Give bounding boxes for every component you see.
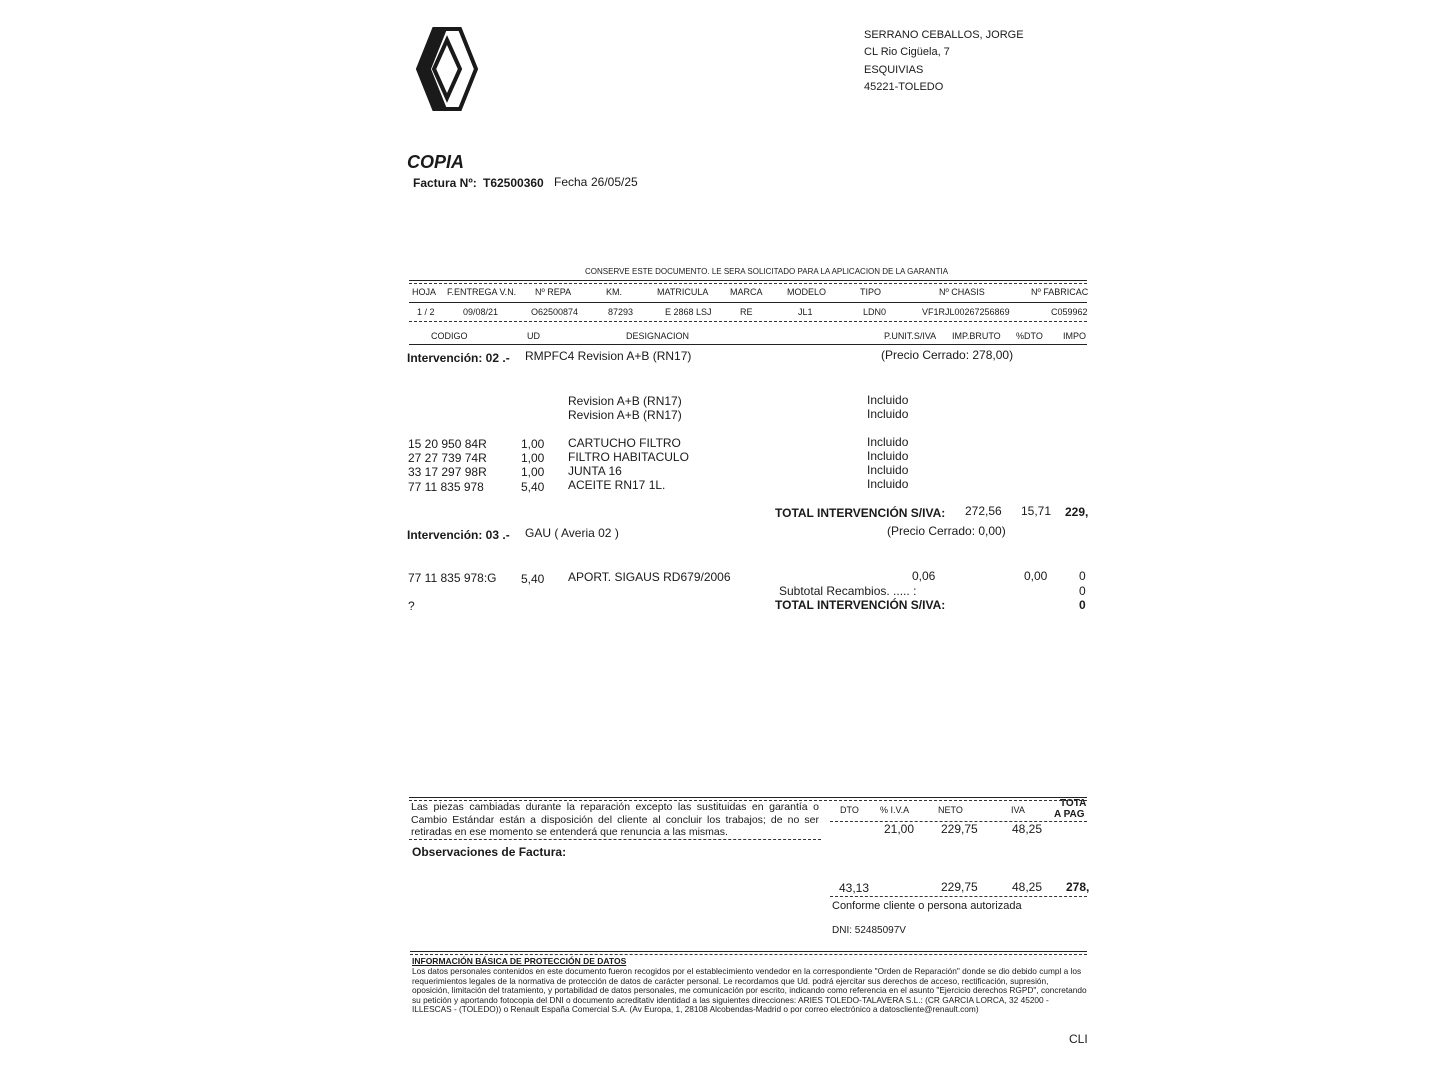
item-price: Incluido [867,449,909,463]
intervention-03-total-value: 0 [1079,598,1086,612]
item-code: 77 11 835 978 [408,480,484,494]
customer-name: SERRANO CEBALLOS, JORGE [864,29,1024,41]
item-gross: 0,00 [1024,569,1048,583]
intervention-02-total-net-clip [1065,505,1087,521]
total-to-pay-clip [1066,880,1090,896]
item-code: 33 17 297 98R [408,465,487,479]
intervention-03-total-label: TOTAL INTERVENCIÓN S/IVA: [775,598,946,612]
warranty-notice: CONSERVE ESTE DOCUMENTO. LE SERA SOLICITADO PARA LA APLICACION DE LA GARANTIA [585,267,949,276]
item-designation: CARTUCHO FILTRO [568,436,681,450]
footer-line [830,896,1087,897]
intervention-02-fixed-price: (Precio Cerrado: 278,00) [881,348,1014,362]
subtotal-label: Subtotal Recambios. ..... : [779,584,917,598]
header-importe: IMPO [1063,331,1087,341]
value-matricula: E 2868 LSJ [665,307,712,317]
subtotal-value: 0 [1079,584,1086,598]
item-price: Incluido [867,407,909,421]
customer-postal: 45221-TOLEDO [864,80,944,93]
header-hoja: HOJA [412,287,437,297]
total-dto: 43,13 [839,881,870,895]
table-line [409,280,1087,281]
page-mark-clip [1069,1032,1087,1046]
intervention-02-description: RMPFC4 Revision A+B (RN17) [525,349,692,363]
header-chasis: Nº CHASIS [939,287,985,297]
privacy-line [410,951,1087,952]
value-entrega: 09/08/21 [463,307,499,317]
line-header-row [408,331,1087,344]
item-price: Incluido [867,463,909,477]
header-matricula: MATRICULA [657,287,709,297]
header-entrega: F.ENTREGA V.N. [447,287,517,297]
table-line [409,302,1087,303]
table-line [409,321,1087,322]
tax-header-dto: DTO [840,805,859,815]
tax-iva: 48,25 [1012,822,1043,836]
item-designation: APORT. SIGAUS RD679/2006 [568,570,731,584]
tax-header-iva-pct: % I.V.A [880,805,910,815]
header-designacion: DESIGNACION [626,331,690,341]
invoice-number: T62500360 [483,176,544,190]
item-net: 0 [1079,569,1086,583]
value-km: 87293 [608,307,634,317]
parts-notice: Las piezas cambiadas durante la reparación excepto las sustituidas en garantía o Cambio Estándar están a disposición del cliente al concluir los trabajos; de no ser retiradas en ese momento se entenderá que renuncia a las mismas. [411,801,819,838]
item-qty: 1,00 [521,437,545,451]
value-marca: RE [740,307,753,317]
intervention-02-total-gross: 272,56 [965,504,1002,518]
page-mark: CLI [1069,1032,1088,1046]
invoice-date-label: Fecha [554,175,588,189]
vehicle-header-row [408,287,1087,301]
item-designation: JUNTA 16 [568,464,622,478]
tax-iva-pct: 21,00 [884,822,915,836]
total-to-pay: 278, [1066,880,1090,894]
header-dto: %DTO [1016,331,1043,341]
header-codigo: CODIGO [431,331,468,341]
privacy-body-clip [412,967,1087,1031]
header-marca: MARCA [730,287,763,297]
dni-text: DNI: 52485097V [832,925,906,936]
value-modelo: JL1 [798,307,813,317]
privacy-title: INFORMACIÓN BÁSICA DE PROTECCIÓN DE DATOS [412,956,627,966]
item-price: 0,06 [912,569,936,583]
invoice-date: 26/05/25 [591,175,638,189]
intervention-02-label: Intervención: 02 .- [407,351,510,365]
item-designation: ACEITE RN17 1L. [568,478,666,492]
tax-header-apagar: A PAG [1054,809,1085,820]
tax-header-total: TOTA [1060,798,1087,809]
intervention-03-fixed-price: (Precio Cerrado: 0,00) [887,524,1006,538]
tax-header-neto: NETO [938,805,963,815]
intervention-02-total-label: TOTAL INTERVENCIÓN S/IVA: [775,506,946,520]
footer-line [409,839,821,840]
item-code: 15 20 950 84R [408,437,487,451]
header-ud: UD [527,331,540,341]
privacy-body: Los datos personales contenidos en este documento fueron recogidos por el establecimiento vendedor en la correspondiente "Orden de Reparación" donde se dio debido cumpl a los requerimientos legales de la normativa de protección de datos de carácter personal. Le recordamos que Ud. podrá ejercitar sus derechos de acceso, rectificación, supresión, oposición, limitación del tratamiento, y portabilidad de datos personales, me comunicación por escrito, indicando como referencia en el asunto "Ejercicio derechos RGPD", concretando su petición y aportando fotocopia del DNI o documento acreditativ identidad a las siguientes direcciones: ARIES TOLEDO-TALAVERA S.L.: (CR GARCIA LORCA, 32 45200 - ILLESCAS - (TOLEDO)) o Renault España Comercial S.A. (Av Europa, 1, 28108 Alcobendas-Madrid o por correo electrónico a datoscliente@renault.com) [412,966,1087,1015]
item-price: Incluido [867,477,909,491]
table-line [409,283,1087,284]
tax-header-total-clip [1054,798,1087,822]
header-repa: Nº REPA [535,287,572,297]
total-neto: 229,75 [941,880,978,894]
intervention-03-label: Intervención: 03 .- [407,528,510,542]
item-code: 27 27 739 74R [408,451,487,465]
value-hoja: 1 / 2 [417,307,435,317]
header-tipo: TIPO [860,287,882,297]
renault-logo-icon [416,28,478,110]
header-km: KM. [606,287,623,297]
conformity-text: Conforme cliente o persona autorizada [832,900,1022,912]
item-code: 77 11 835 978:G [408,571,497,585]
invoice-number-label: Factura Nº: [413,176,477,190]
item-price: Incluido [867,435,909,449]
customer-town: ESQUIVIAS [864,63,924,76]
intervention-02-total-net: 229, [1065,505,1089,519]
value-fabricacion: C059962 [1051,307,1088,317]
header-fabricacion: Nº FABRICAC [1031,287,1089,297]
table-line [409,344,1087,345]
value-tipo: LDN0 [863,307,887,317]
total-iva: 48,25 [1012,880,1043,894]
question-mark: ? [408,599,415,613]
item-qty: 1,00 [521,451,545,465]
customer-street: CL Rio Cigüela, 7 [864,46,950,59]
item-qty: 5,40 [521,572,545,586]
tax-header-iva: IVA [1011,805,1025,815]
item-designation: Revision A+B (RN17) [568,408,682,422]
vehicle-value-row [408,307,1087,321]
intervention-03-description: GAU ( Averia 02 ) [525,526,619,540]
header-modelo: MODELO [787,287,827,297]
tax-neto: 229,75 [941,822,978,836]
copy-label: COPIA [407,152,465,172]
header-punit: P.UNIT.S/IVA [884,331,937,341]
item-designation: Revision A+B (RN17) [568,394,682,408]
item-price: Incluido [867,393,909,407]
value-repa: O62500874 [531,307,579,317]
footer-line [409,797,1087,798]
item-qty: 5,40 [521,480,545,494]
item-designation: FILTRO HABITACULO [568,450,689,464]
value-chasis: VF1RJL00267256869 [922,307,1010,317]
intervention-02-total-discount: 15,71 [1021,504,1052,518]
observations-label: Observaciones de Factura: [412,845,567,859]
header-impbruto: IMP.BRUTO [952,331,1001,341]
item-qty: 1,00 [521,465,545,479]
privacy-line [410,954,1087,955]
